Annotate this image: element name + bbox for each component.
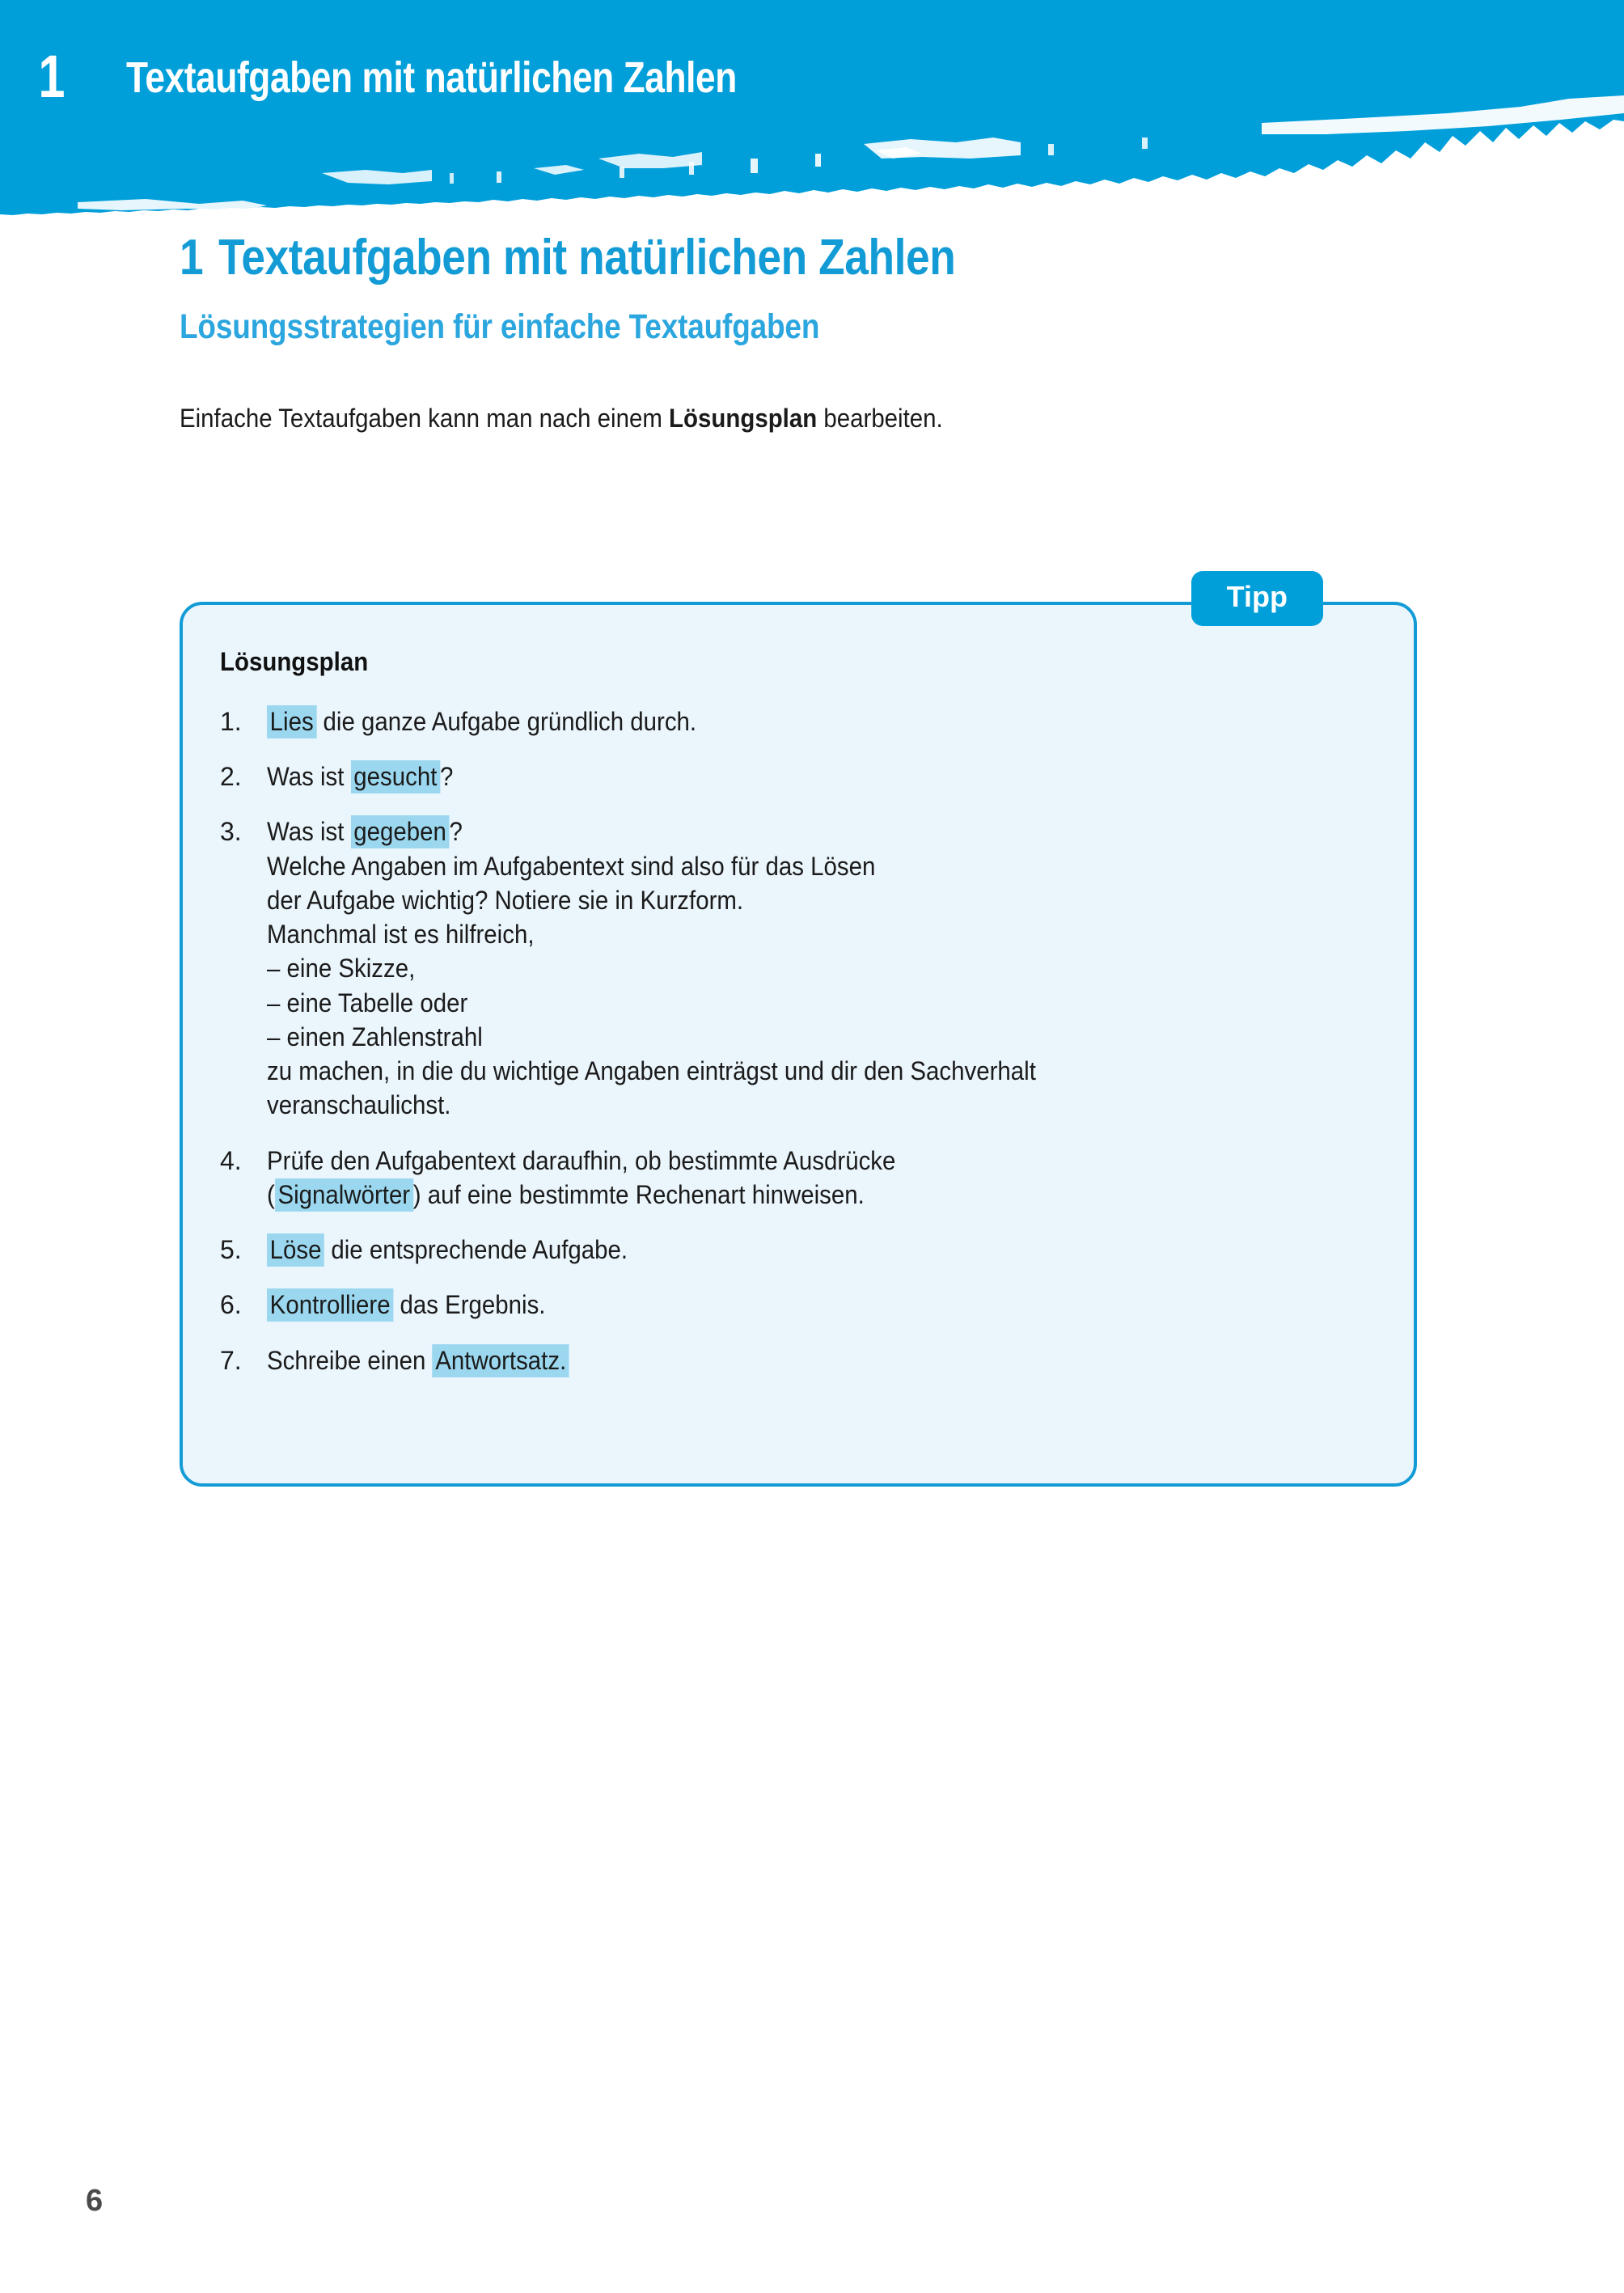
plan-item-line — [267, 1233, 1288, 1267]
page-number: 6 — [86, 2184, 104, 2218]
plan-item — [220, 814, 1377, 1122]
plan-item-line — [267, 1343, 1288, 1377]
plan-text: die ganze Aufgabe gründlich durch. — [316, 707, 697, 736]
solution-plan-list — [220, 704, 1377, 1377]
plan-text: ( — [267, 1179, 275, 1209]
plan-text: veranschaulichst. — [267, 1090, 451, 1120]
plan-text: ? — [440, 762, 454, 792]
intro-paragraph — [180, 401, 1318, 436]
plan-text: die entsprechende Aufgabe. — [324, 1235, 628, 1265]
highlighted-keyword: Lies — [267, 705, 316, 738]
plan-item-line — [267, 1020, 1288, 1054]
highlighted-keyword: Signalwörter — [275, 1178, 413, 1212]
content-column — [180, 231, 1417, 437]
plan-item-line — [267, 883, 1288, 917]
tipp-badge: Tipp — [1191, 571, 1323, 626]
plan-item — [220, 704, 1377, 738]
plan-text: Welche Angaben im Aufgabentext sind also für das Lösen — [267, 851, 876, 881]
highlighted-keyword: gegeben — [351, 815, 450, 848]
page-title-text: Textaufgaben mit natürlichen Zahlen — [218, 230, 956, 286]
plan-item-line — [267, 986, 1288, 1020]
highlighted-keyword: Kontrolliere — [267, 1288, 393, 1322]
header-running-title: Textaufgaben mit natürlichen Zahlen — [126, 53, 737, 102]
plan-text: der Aufgabe wichtig? Notiere sie in Kurzform. — [267, 885, 744, 915]
highlighted-keyword: gesucht — [351, 760, 440, 793]
plan-text: ? — [449, 817, 463, 847]
plan-item-line — [267, 759, 1288, 793]
intro-bold-term: Lösungsplan — [669, 404, 818, 434]
header-chapter-number: 1 — [38, 43, 66, 110]
plan-item — [220, 1343, 1377, 1377]
highlighted-keyword: Löse — [267, 1233, 324, 1267]
intro-text-before: Einfache Textaufgaben kann man nach einem — [180, 404, 670, 434]
page-title — [180, 231, 1244, 284]
page-title-number: 1 — [180, 230, 204, 286]
plan-text: Was ist — [267, 817, 351, 847]
plan-item-line — [267, 917, 1288, 951]
page-subtitle: Lösungsstrategien für einfache Textaufgaben — [180, 307, 820, 347]
plan-text: zu machen, in die du wichtige Angaben einträgst und dir den Sachverhalt — [267, 1056, 1036, 1086]
plan-item — [220, 1233, 1377, 1267]
plan-item-line — [267, 1088, 1288, 1122]
plan-item-line — [267, 814, 1288, 848]
plan-text: das Ergebnis. — [393, 1290, 546, 1320]
plan-item — [220, 1144, 1377, 1212]
plan-text: ) auf eine bestimmte Rechenart hinweisen. — [412, 1179, 865, 1209]
intro-text-after: bearbeiten. — [817, 404, 943, 434]
tipp-box — [180, 580, 1417, 1487]
plan-text: – einen Zahlenstrahl — [267, 1022, 483, 1051]
plan-item-line — [267, 1178, 1288, 1212]
plan-text: – eine Tabelle oder — [267, 988, 468, 1017]
plan-item-line — [267, 1054, 1288, 1088]
plan-item-line — [267, 849, 1288, 883]
tipp-box-wrapper — [180, 580, 1417, 1487]
plan-item-line — [267, 1144, 1288, 1178]
plan-item — [220, 759, 1377, 793]
plan-item-line — [267, 1288, 1288, 1322]
plan-item-line — [267, 704, 1288, 738]
plan-item-line — [267, 951, 1288, 985]
plan-text: Prüfe den Aufgabentext daraufhin, ob bestimmte Ausdrücke — [267, 1145, 896, 1175]
plan-text: Was ist — [267, 762, 351, 792]
plan-text: Schreibe einen — [267, 1345, 433, 1375]
plan-item — [220, 1288, 1377, 1322]
plan-text: – eine Skizze, — [267, 954, 416, 984]
highlighted-keyword: Antwortsatz. — [433, 1344, 569, 1377]
tipp-box-heading: Lösungsplan — [220, 647, 369, 676]
plan-text: Manchmal ist es hilfreich, — [267, 920, 535, 950]
